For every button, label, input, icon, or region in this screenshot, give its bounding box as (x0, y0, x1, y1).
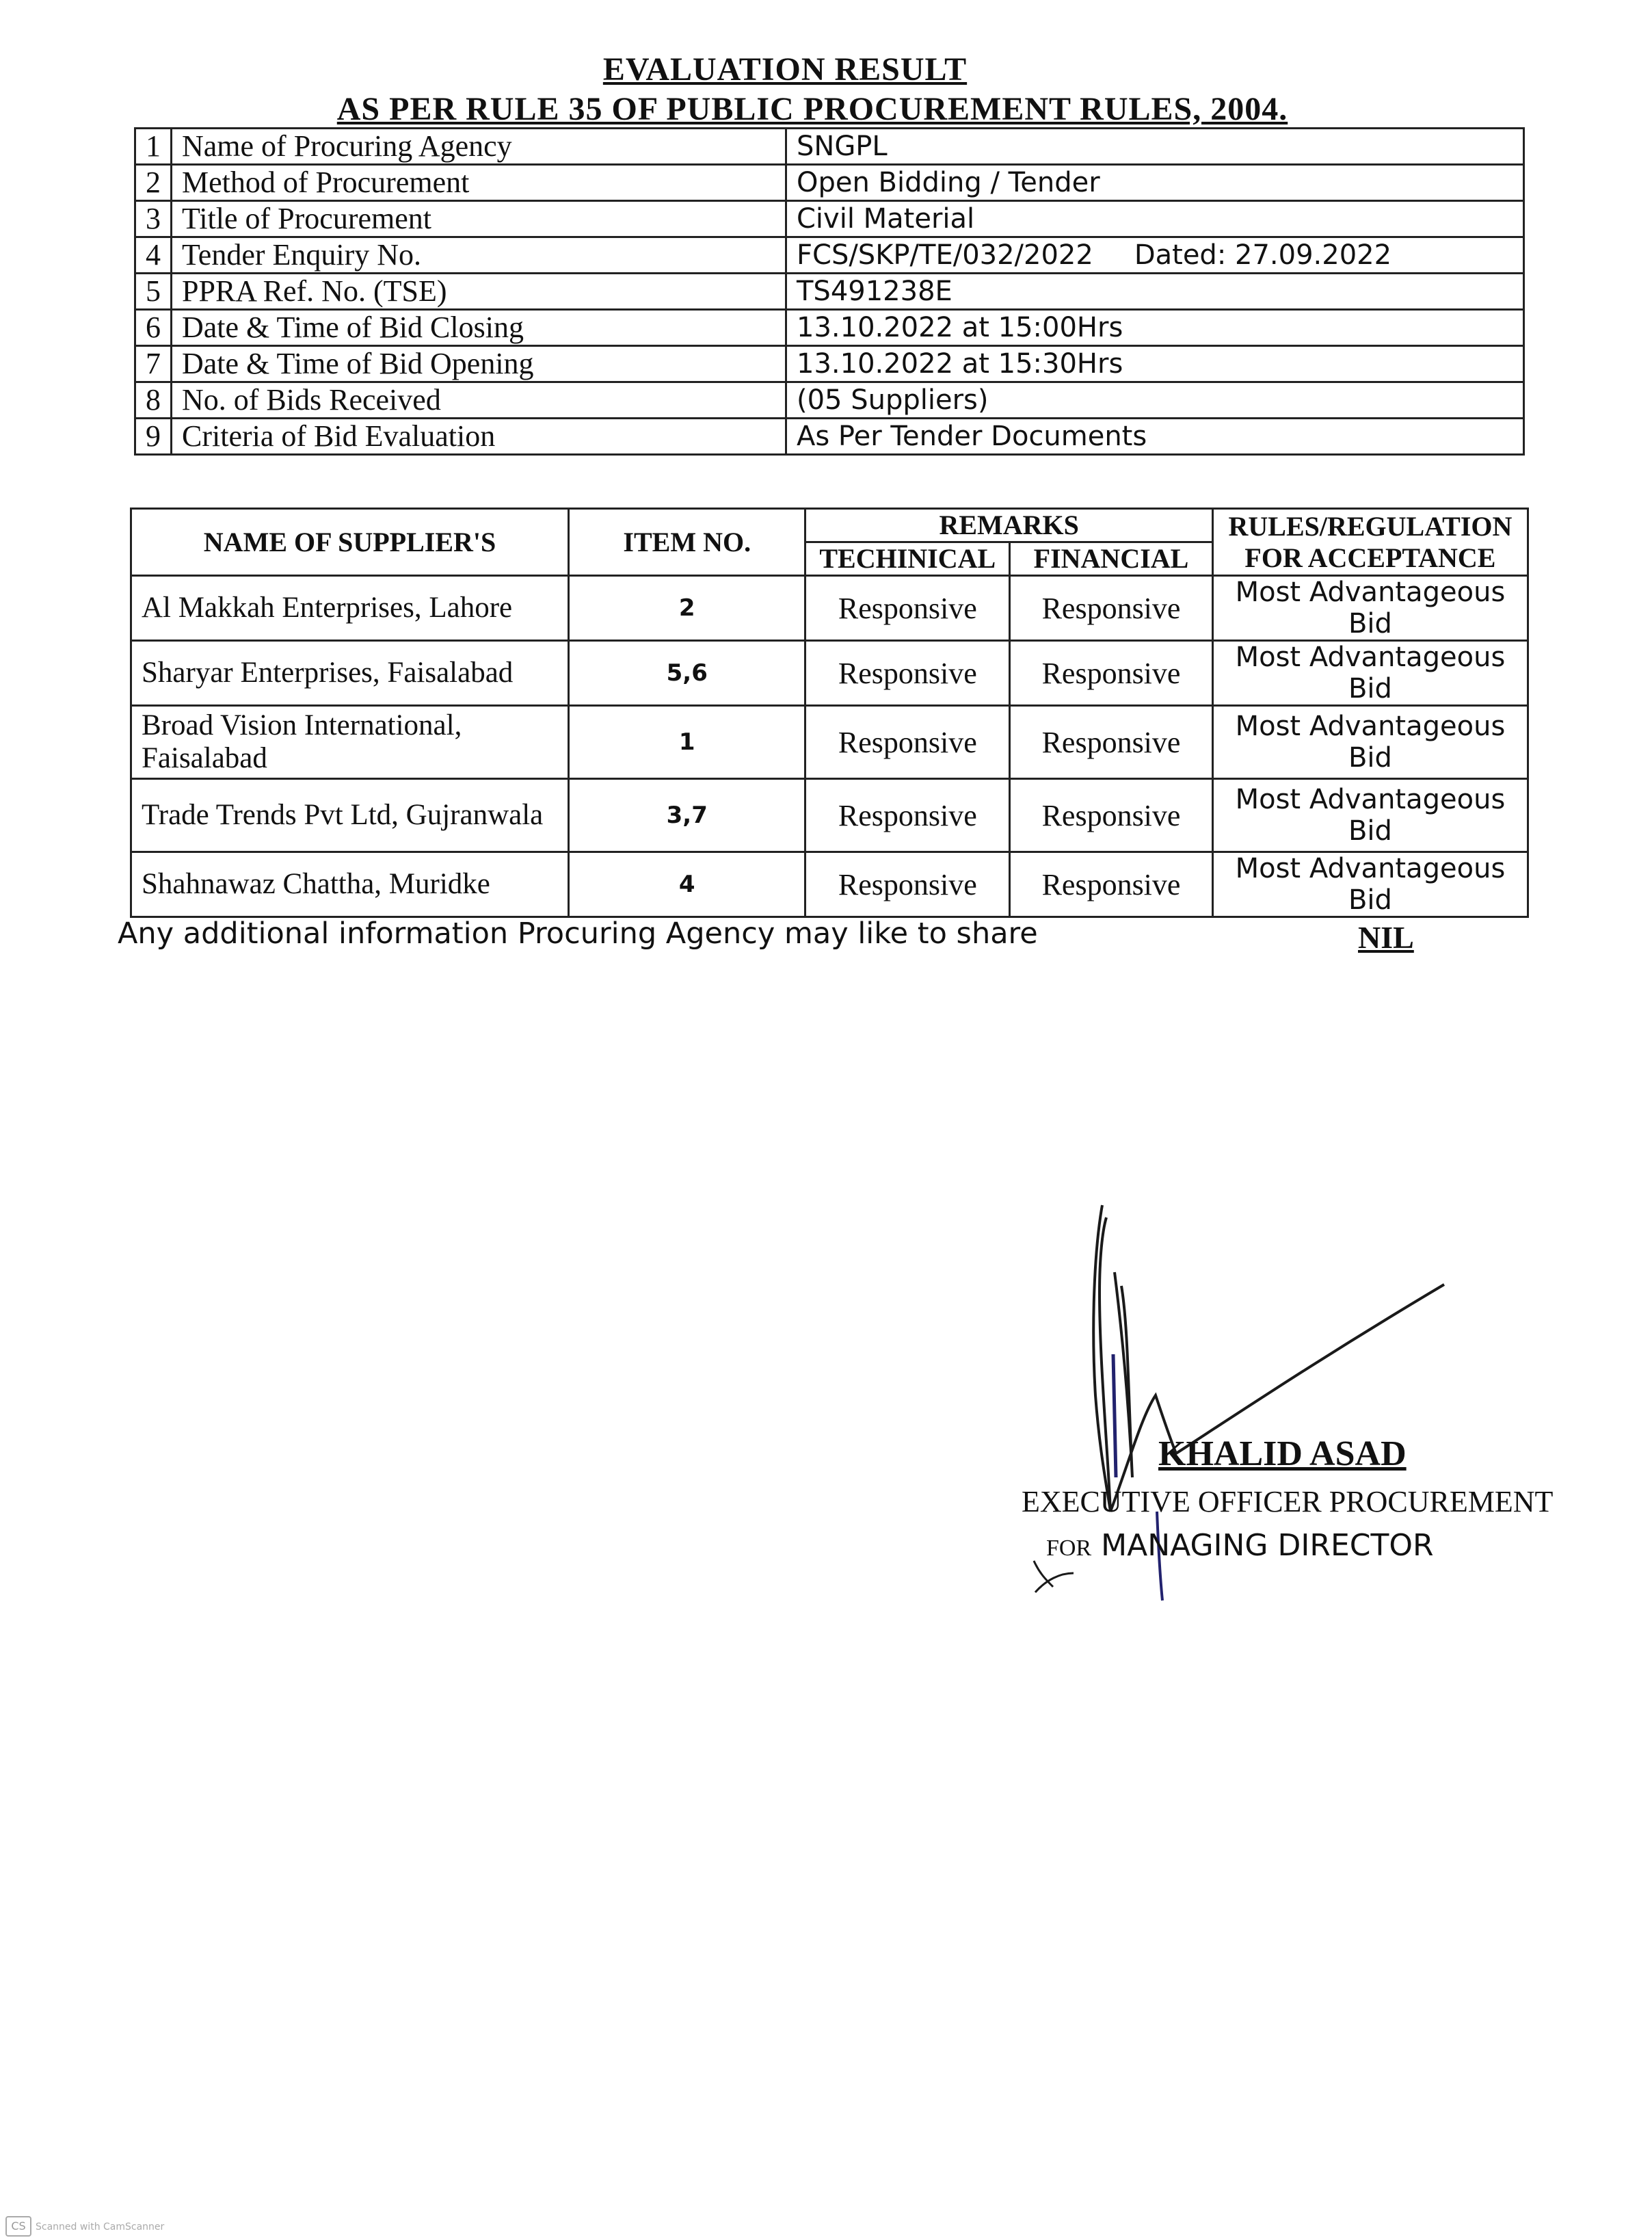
info-row (135, 237, 1524, 274)
info-row-label: Method of Procurement (172, 165, 786, 201)
financial-remark: Responsive (1010, 576, 1213, 641)
financial-remark: Responsive (1010, 706, 1213, 779)
info-row (135, 382, 1524, 419)
technical-remark: Responsive (805, 706, 1010, 779)
info-row-value-text: As Per Tender Documents (797, 421, 1147, 452)
info-row-value (786, 201, 1524, 237)
additional-info-label: Any additional information Procuring Agency may like to share (118, 917, 1038, 951)
financial-remark: Responsive (1010, 852, 1213, 917)
financial-remark: Responsive (1010, 641, 1213, 706)
info-row (135, 274, 1524, 310)
info-row-label: No. of Bids Received (172, 382, 786, 419)
info-row-number: 8 (135, 382, 172, 419)
financial-remark: Responsive (1010, 779, 1213, 852)
info-row-value-text: Civil Material (797, 203, 975, 235)
info-row-label: Date & Time of Bid Opening (172, 346, 786, 382)
info-row-number: 2 (135, 165, 172, 201)
signatory-for-text: MANAGING DIRECTOR (1101, 1528, 1434, 1563)
info-row-number: 7 (135, 346, 172, 382)
evaluation-row (131, 641, 1528, 706)
info-row-number: 3 (135, 201, 172, 237)
info-row-label: Date & Time of Bid Closing (172, 310, 786, 346)
info-row-value (786, 310, 1524, 346)
info-row-number: 6 (135, 310, 172, 346)
info-row-value-text: Open Bidding / Tender (797, 167, 1100, 198)
item-number: 4 (569, 852, 805, 917)
info-row-label: Name of Procuring Agency (172, 129, 786, 165)
evaluation-row (131, 779, 1528, 852)
info-row (135, 310, 1524, 346)
info-row-label: Tender Enquiry No. (172, 237, 786, 274)
info-row-value-text: 13.10.2022 at 15:00Hrs (797, 312, 1123, 343)
evaluation-row (131, 706, 1528, 779)
info-row (135, 419, 1524, 455)
item-number: 2 (569, 576, 805, 641)
header-supplier: NAME OF SUPPLIER'S (131, 509, 569, 576)
info-row (135, 129, 1524, 165)
camscanner-logo-icon: CS (5, 2216, 31, 2237)
supplier-name: Sharyar Enterprises, Faisalabad (131, 641, 569, 706)
info-row-number: 1 (135, 129, 172, 165)
signatory-for-prefix: FOR (1046, 1536, 1092, 1561)
info-row-label: Criteria of Bid Evaluation (172, 419, 786, 455)
info-row-value-text: 13.10.2022 at 15:30Hrs (797, 348, 1123, 380)
evaluation-table (130, 508, 1529, 918)
item-number: 3,7 (569, 779, 805, 852)
additional-info-value: NIL (1358, 920, 1414, 955)
header-financial: FINANCIAL (1010, 542, 1213, 576)
signatory-name: KHALID ASAD (1158, 1434, 1407, 1473)
info-row-dated: Dated: 27.09.2022 (1134, 239, 1392, 271)
item-number: 1 (569, 706, 805, 779)
header-rules: RULES/REGULATION FOR ACCEPTANCE (1212, 509, 1528, 576)
acceptance-rule: Most Advantageous Bid (1212, 641, 1528, 706)
info-row (135, 165, 1524, 201)
info-row-value-text: FCS/SKP/TE/032/2022 (797, 239, 1093, 271)
acceptance-rule: Most Advantageous Bid (1212, 779, 1528, 852)
technical-remark: Responsive (805, 641, 1010, 706)
info-row (135, 201, 1524, 237)
info-row-number: 9 (135, 419, 172, 455)
info-row-label: PPRA Ref. No. (TSE) (172, 274, 786, 310)
info-row (135, 346, 1524, 382)
scanner-watermark: Scanned with CamScanner (36, 2222, 165, 2232)
info-row-label: Title of Procurement (172, 201, 786, 237)
item-number: 5,6 (569, 641, 805, 706)
signatory-for (1046, 1528, 1434, 1563)
info-row-value (786, 419, 1524, 455)
evaluation-row (131, 852, 1528, 917)
document-title: EVALUATION RESULT (602, 51, 968, 88)
supplier-name: Trade Trends Pvt Ltd, Gujranwala (131, 779, 569, 852)
supplier-name: Shahnawaz Chattha, Muridke (131, 852, 569, 917)
info-row-value (786, 237, 1524, 274)
info-row-value (786, 165, 1524, 201)
header-technical: TECHINICAL (805, 542, 1010, 576)
info-row-number: 5 (135, 274, 172, 310)
info-row-value (786, 382, 1524, 419)
technical-remark: Responsive (805, 852, 1010, 917)
info-row-value-text: TS491238E (797, 276, 952, 307)
acceptance-rule: Most Advantageous Bid (1212, 576, 1528, 641)
supplier-name: Al Makkah Enterprises, Lahore (131, 576, 569, 641)
info-row-value (786, 346, 1524, 382)
evaluation-row (131, 576, 1528, 641)
acceptance-rule: Most Advantageous Bid (1212, 706, 1528, 779)
header-item: ITEM NO. (569, 509, 805, 576)
header-remarks: REMARKS (805, 509, 1212, 542)
signatory-title: EXECUTIVE OFFICER PROCUREMENT (1022, 1485, 1554, 1518)
supplier-name: Broad Vision International, Faisalabad (131, 706, 569, 779)
document-subtitle: AS PER RULE 35 OF PUBLIC PROCUREMENT RULES, 2004. (336, 91, 1288, 127)
info-row-value (786, 274, 1524, 310)
technical-remark: Responsive (805, 576, 1010, 641)
info-row-number: 4 (135, 237, 172, 274)
acceptance-rule: Most Advantageous Bid (1212, 852, 1528, 917)
info-row-value-text: (05 Suppliers) (797, 384, 989, 416)
info-row-value-text: SNGPL (797, 131, 888, 162)
procurement-info-table (134, 127, 1525, 456)
technical-remark: Responsive (805, 779, 1010, 852)
info-row-value (786, 129, 1524, 165)
